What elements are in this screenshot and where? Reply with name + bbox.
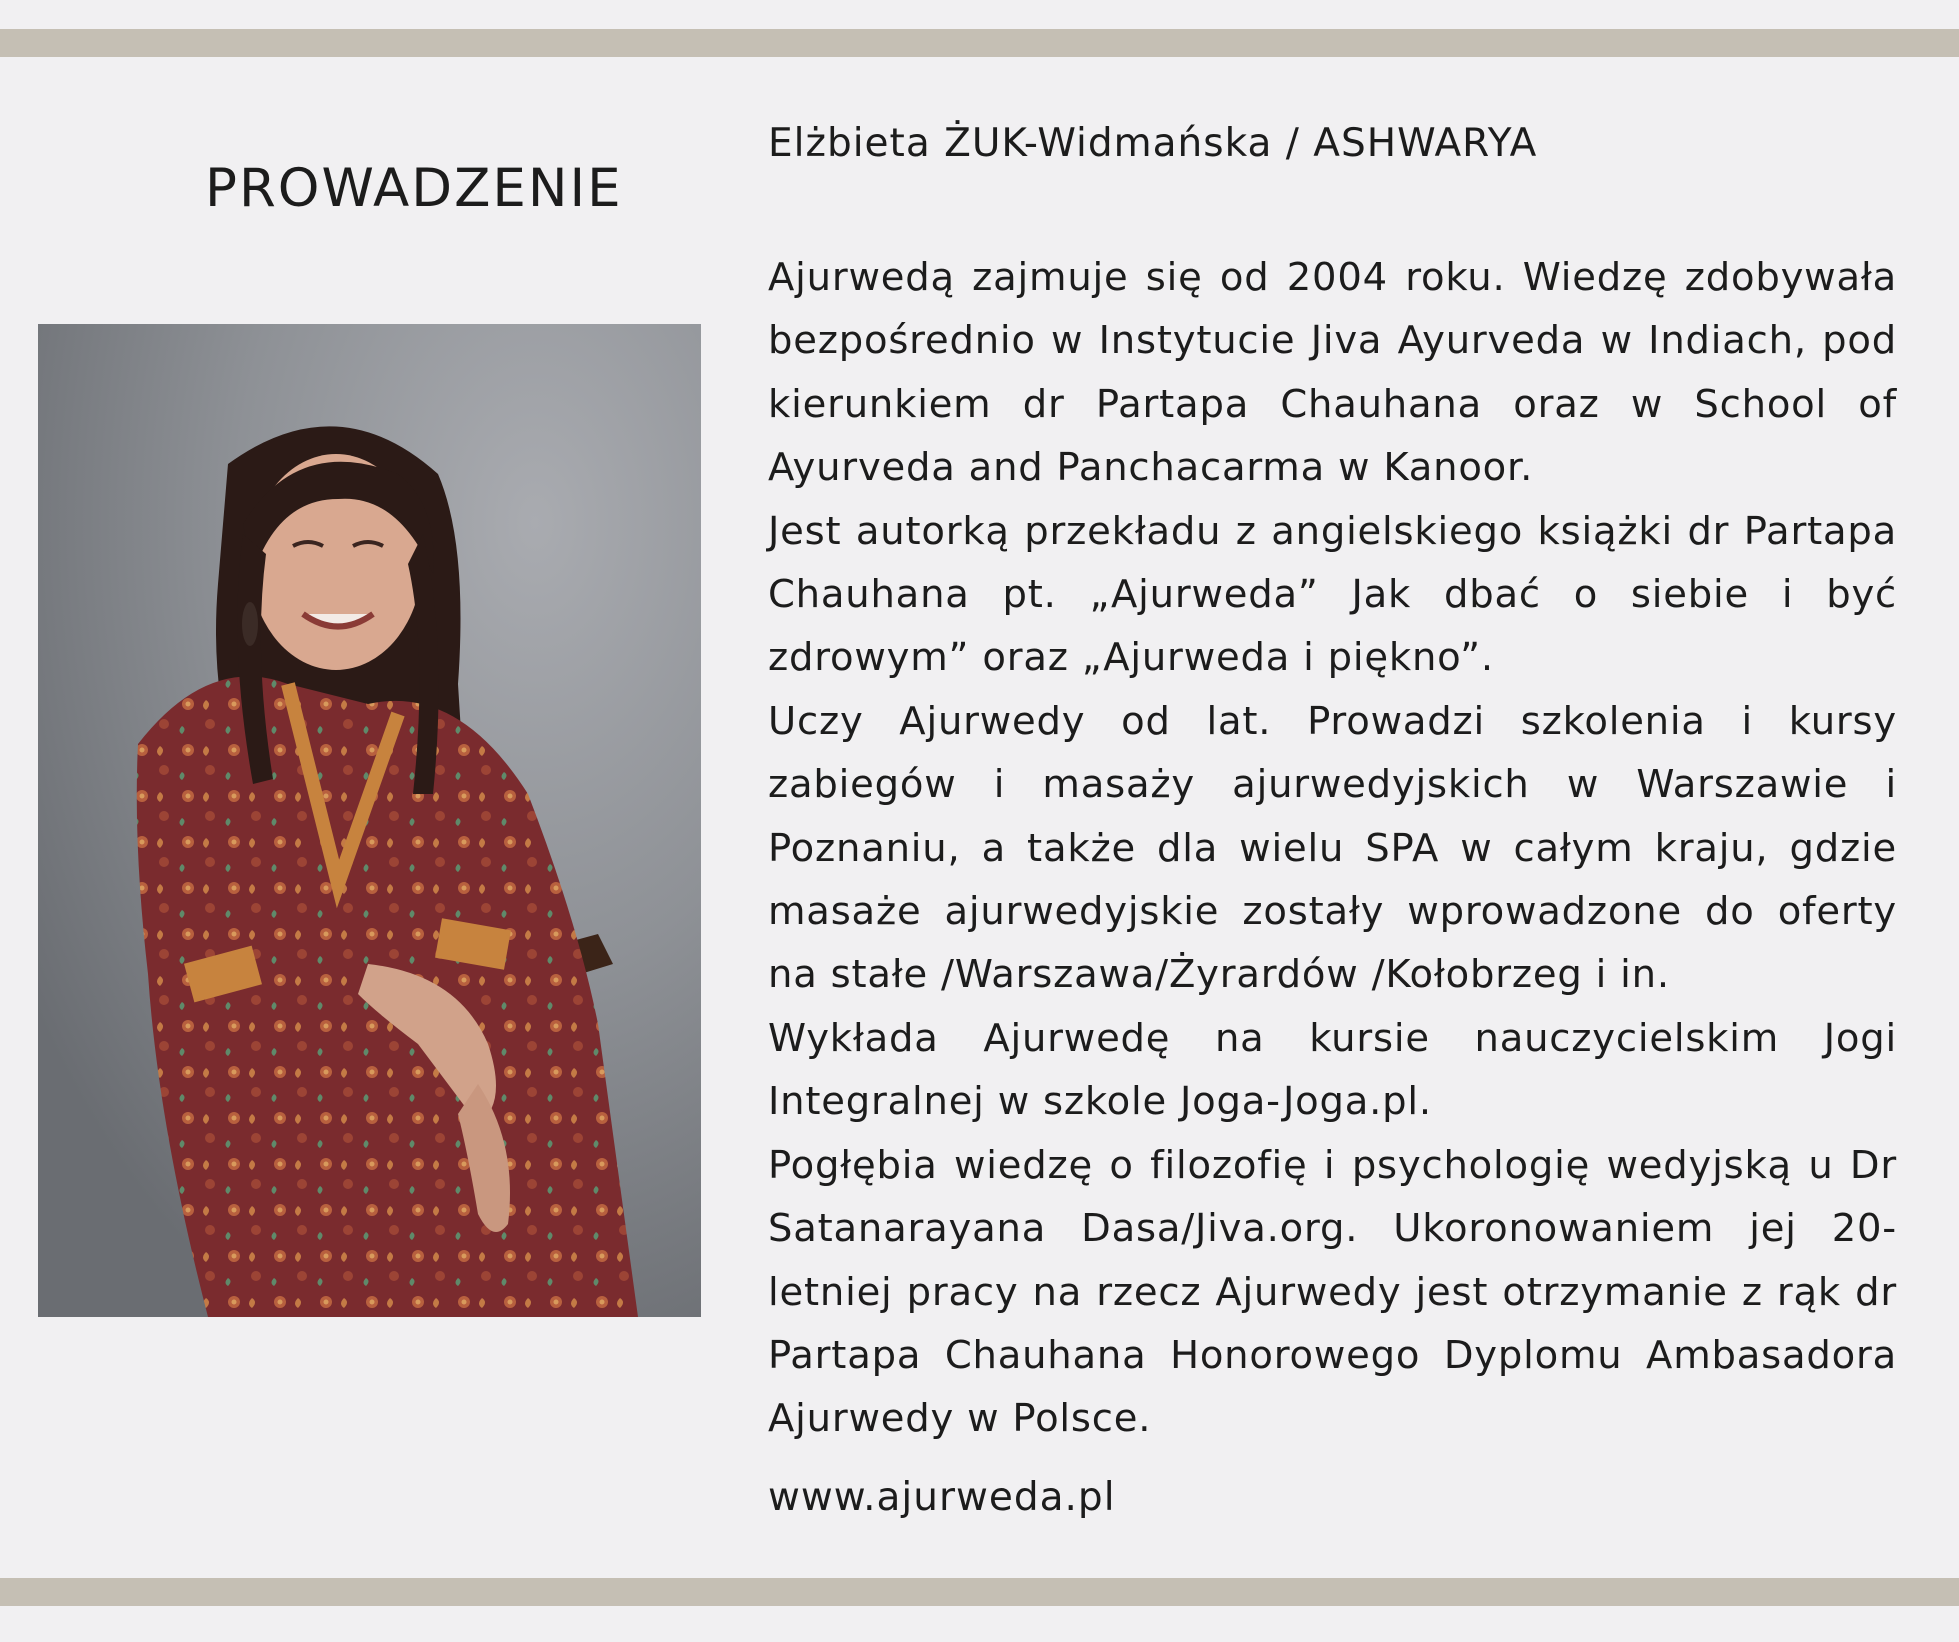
bio-paragraph: Ajurwedą zajmuje się od 2004 roku. Wiedzę zdobywała bezpośrednio w Instytucie Jiva Ayurveda w Indiach, pod kierunkiem dr Partapa Chauhana oraz w School of Ayurveda and Panchacarma w Kanoor. <box>768 255 1897 491</box>
section-heading: PROWADZENIE <box>205 158 623 219</box>
bio-paragraph: Pogłębia wiedzę o filozofię i psychologię wedyjską u Dr Satanarayana Dasa/Jiva.org. Ukoronowaniem jej 20-letniej pracy na rzecz Ajurwedy jest otrzymanie z rąk dr Partapa Chauhana Honorowego Dyplomu Ambasadora Ajurwedy w Polsce. <box>768 1142 1897 1442</box>
bio-paragraph: Jest autorką przekładu z angielskiego książki dr Partapa Chauhana pt. „Ajurweda” Jak dbać o siebie i być zdrowym” oraz „Ajurweda i piękno”. <box>768 508 1897 681</box>
author-name: Elżbieta ŻUK-Widmańska / ASHWARYA <box>768 121 1538 166</box>
bio-paragraph: Uczy Ajurwedy od lat. Prowadzi szkolenia i kursy zabiegów i masaży ajurwedyjskich w Warszawie i Poznaniu, a także dla wielu SPA w całym kraju, gdzie masaże ajurwedyjskie zostały wprowadzone do oferty na stałe /Warszawa/Żyrardów /Kołobrzeg i in. <box>768 698 1897 998</box>
top-divider <box>0 29 1959 57</box>
bio-text <box>768 246 1897 1451</box>
bio-paragraph: Wykłada Ajurwedę na kursie nauczycielskim Jogi Integralnej w szkole Joga-Joga.pl. <box>768 1015 1897 1125</box>
portrait-photo <box>38 324 701 1317</box>
bottom-divider <box>0 1578 1959 1606</box>
website-link[interactable]: www.ajurweda.pl <box>768 1475 1116 1520</box>
